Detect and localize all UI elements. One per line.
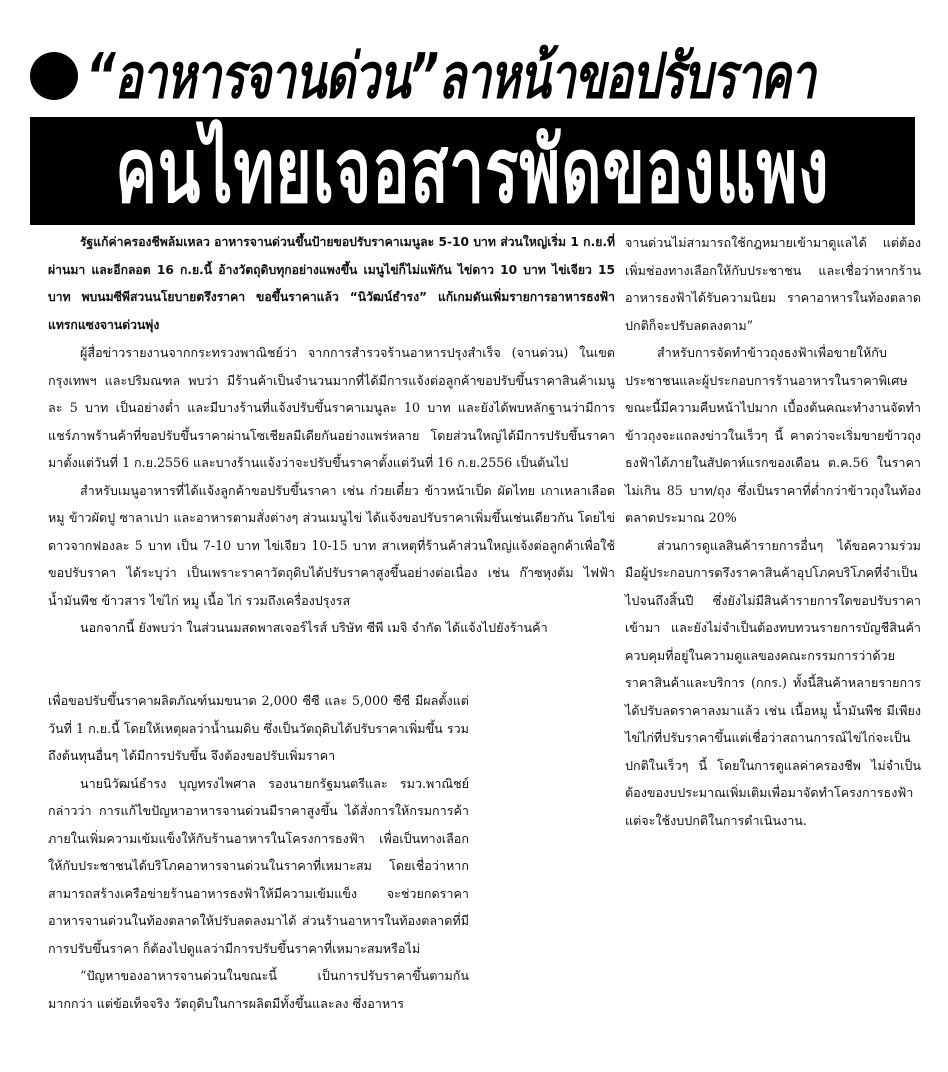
main-headline: คนไทยเจอสารพัดของแพง (115, 117, 830, 224)
body-paragraph: สำหรับเมนูอาหารที่ได้แจ้งลูกค้าขอปรับขึ้นราคา เช่น ก๋วยเตี๋ยว ข้าวหน้าเป็ด ผัดไทย เกาเหลาเลือดหมู ข้าวผัดปู ซาลาเปา และอาหารตามสั่งต่างๆ ส่วนเมนูไข่ ได้แจ้งขอปรับราคาเพิ่มขึ้นเช่นเดียวกัน โดยไข่ดาวจากฟองละ 5 บาท เป็น 7-10 บาท ไข่เจียว 10-15 บาท สาเหตุที่ร้านค้าส่วนใหญ่แจ้งต่อลูกค้าเพื่อใช้ขอปรับราคา ได้ระบุว่า เป็นเพราะราคาวัตถุดิบได้ปรับราคาสูงขึ้นอย่างต่อเนื่อง เช่น ก๊าซหุงต้ม ไฟฟ้า น้ำมันพืช ข้าวสาร ไข่ไก่ หมู เนื้อ ไก่ รวมถึงเครื่องปรุงรส (48, 482, 615, 608)
bullet-icon (30, 52, 78, 100)
headline-banner (30, 117, 915, 225)
body-paragraph: ส่วนการดูแลสินค้ารายการอื่นๆ ได้ขอความร่วมมือผู้ประกอบการตรึงราคาสินค้าอุปโภคบริโภคที่จำเป็นไปจนถึงสิ้นปี ซึ่งยังไม่มีสินค้ารายการใดขอปรับราคาเข้ามา และยังไม่จำเป็นต้องทบทวนรายการบัญชีสินค้าควบคุมที่อยู่ในความดูแลของคณะกรรมการว่าด้วยราคาสินค้าและบริการ (กกร.) ทั้งนี้สินค้าหลายรายการได้ปรับลดราคาลงมาแล้ว เช่น เนื้อหมู น้ำมันพืช มีเพียงไข่ไก่ที่ปรับราคาขึ้นแต่เชื่อว่าสถานการณ์ไข่ไก่จะเป็นปกติในเร็วๆ นี้ โดยในการดูแลค่าครองชีพ ไม่จำเป็นต้องของบประมาณเพิ่มเติมเพื่อมาจัดทำโครงการธงฟ้า แต่จะใช้งบปกติในการดำเนินงาน. (625, 537, 921, 828)
kicker-text: “อาหารจานด่วน”ลาหน้าขอปรับราคา (86, 38, 815, 112)
quote-paragraph: “ปัญหาของอาหารจานด่วนในขณะนี้ เป็นการปรับราคาขึ้นตามกันมากกว่า แต่ข้อเท็จจริง วัตถุดิบในการผลิตมีทั้งขึ้นและลง ซึ่งอาหาร (48, 968, 469, 1011)
article-column-left-top (48, 229, 615, 642)
body-paragraph: นอกจากนี้ ยังพบว่า ในส่วนนมสดพาสเจอร์ไรส์ บริษัท ซีพี เมจิ จำกัด ได้แจ้งไปยังร้านค้า (80, 620, 548, 635)
body-paragraph: นายนิวัฒน์ธำรง บุญทรงไพศาล รองนายกรัฐมนตรีและ รมว.พาณิชย์ กล่าวว่า การแก้ไขปัญหาอาหารจานด่วนมีราคาสูงขึ้น ได้สั่งการให้กรมการค้าภายในเพิ่มความเข้มแข็งให้กับร้านอาหารในโครงการธงฟ้า เพื่อเป็นทางเลือกให้กับประชาชนได้บริโภคอาหารจานด่วนในราคาที่เหมาะสม โดยเชื่อว่าหากสามารถสร้างเครือข่ายร้านอาหารธงฟ้าให้มีความเข้มแข็ง จะช่วยกดราคาอาหารจานด่วนในท้องตลาดให้ปรับลดลงมาได้ ส่วนร้านอาหารในท้องตลาดที่มีการปรับขึ้นราคา ก็ต้องไปดูแลว่ามีการปรับขึ้นราคาที่เหมาะสมหรือไม่ (48, 775, 469, 956)
body-paragraph: สำหรับการจัดทำข้าวถุงธงฟ้าเพื่อขายให้กับประชาชนและผู้ประกอบการร้านอาหารในราคาพิเศษ ขณะนี้มีความคืบหน้าไปมาก เบื้องต้นคณะทำงานจัดทำข้าวถุงจะแถลงข่าวในเร็วๆ นี้ คาดว่าจะเริ่มขายข้าวถุงธงฟ้าได้ภายในสัปดาห์แรกของเดือน ต.ค.56 ในราคาไม่เกิน 85 บาท/ถุง ซึ่งเป็นราคาที่ต่ำกว่าข้าวถุงในท้องตลาดประมาณ 20% (625, 345, 921, 525)
lead-paragraph: รัฐแก้ค่าครองชีพล้มเหลว อาหารจานด่วนขึ้นป้ายขอปรับราคาเมนูละ 5-10 บาท ส่วนใหญ่เริ่ม 1 ก.ย.ที่ผ่านมา และอีกลอต 16 ก.ย.นี้ อ้างวัตถุดิบทุกอย่างแพงขึ้น เมนูไข่ก็ไม่แพ้กัน ไข่ดาว 10 บาท ไข่เจียว 15 บาท พบนมซีพีสวนนโยบายตรึงราคา ขอขึ้นราคาแล้ว “นิวัฒน์ธำรง” แก้เกมดันเพิ่มรายการอาหารธงฟ้าแทรกแซงจานด่วนพุ่ง (48, 235, 615, 332)
body-paragraph: ผู้สื่อข่าวรายงานจากกระทรวงพาณิชย์ว่า จากการสำรวจร้านอาหารปรุงสำเร็จ (จานด่วน) ในเขตกรุงเทพฯ และปริมณฑล พบว่า มีร้านค้าเป็นจำนวนมากที่ได้มีการแจ้งต่อลูกค้าขอปรับขึ้นราคาสินค้าเมนูละ 5 บาท เป็นอย่างต่ำ และมีบางร้านที่แจ้งปรับขึ้นราคาเมนูละ 10 บาท และยังได้พบหลักฐานว่ามีการแชร์ภาพร้านค้าที่ขอปรับขึ้นราคาผ่านโซเชียลมีเดียกันอย่างแพร่หลาย โดยส่วนใหญ่ได้มีการปรับขึ้นราคามาตั้งแต่วันที่ 1 ก.ย.2556 และบางร้านแจ้งว่าจะปรับขึ้นราคาตั้งแต่วันที่ 16 ก.ย.2556 เป็นต้นไป (48, 345, 615, 470)
article-column-left-bottom (48, 687, 469, 1017)
article-column-right (625, 229, 921, 834)
kicker-headline (30, 40, 920, 112)
quote-paragraph: จานด่วนไม่สามารถใช้กฎหมายเข้ามาดูแลได้ แต่ต้องเพิ่มช่องทางเลือกให้กับประชาชน และเชื่อว่าหากร้านอาหารธงฟ้าได้รับความนิยม ราคาอาหารในท้องตลาดปกติก็จะปรับลดลงตาม” (625, 235, 921, 333)
body-paragraph: เพื่อขอปรับขึ้นราคาผลิตภัณฑ์นมขนาด 2,000 ซีซี และ 5,000 ซีซี มีผลตั้งแต่วันที่ 1 ก.ย.นี้ โดยให้เหตุผลว่าน้ำนมดิบ ซึ่งเป็นวัตถุดิบได้ปรับราคาเพิ่มขึ้น รวมถึงต้นทุนอื่นๆ ได้มีการปรับขึ้น จึงต้องขอปรับเพิ่มราคา (48, 693, 469, 763)
